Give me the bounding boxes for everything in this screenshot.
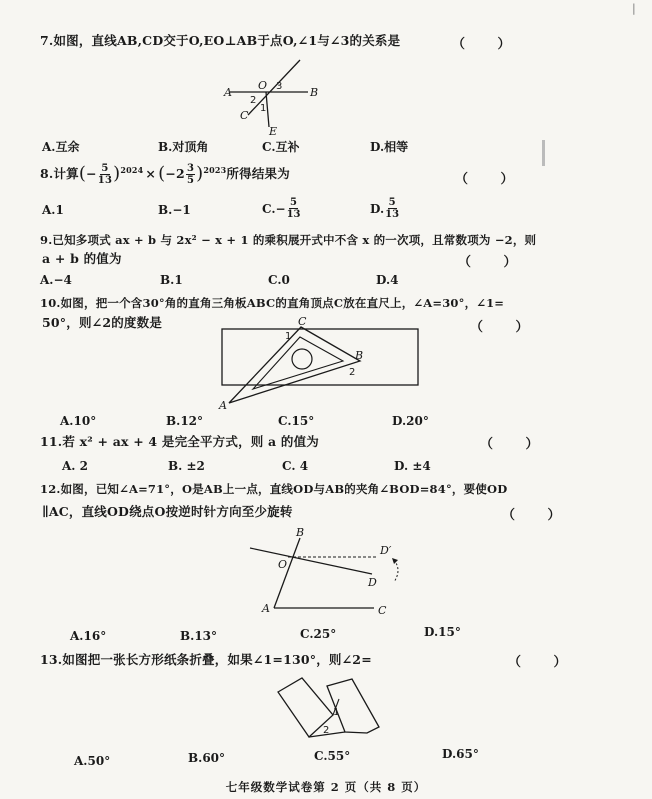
q9-line2: a + b 的值为: [42, 251, 122, 266]
q13-option-b[interactable]: B.60°: [188, 751, 226, 765]
q8-mixed-whole: 2: [176, 166, 185, 181]
q7-option-d[interactable]: D.相等: [370, 140, 409, 154]
q10-line2: 50°，则∠2的度数是: [42, 315, 163, 330]
q13-figure: [275, 675, 385, 745]
q11-text: 11.若 x² + ax + 4 是完全平方式，则 a 的值为: [40, 434, 319, 449]
q8-text: 8.计算 ( − $\frac{5}{13}$ ) 2024 × ( − 2 $\frac{3}{5}$ ) 2023 所得结果为: [40, 160, 290, 188]
q10-angle-1: 1: [285, 331, 292, 342]
q8-exp1: 2024: [120, 165, 144, 175]
q7-label-b: B: [310, 86, 319, 99]
q12-option-d[interactable]: D.15°: [424, 625, 461, 639]
q12-line1: 12.如图，已知∠A=71°，O是AB上一点，直线OD与AB的夹角∠BOD=84°，要使OD: [40, 482, 508, 496]
q12-label-c: C: [378, 604, 387, 617]
q12-option-b[interactable]: B.13°: [180, 629, 218, 643]
q12-line2: ∥AC，直线OD绕点O按逆时针方向至少旋转: [42, 504, 293, 519]
q13-text: 13.如图把一张长方形纸条折叠，如果∠1=130°，则∠2=: [40, 652, 372, 667]
q8-frac2: $\frac{3}{5}$: [186, 162, 195, 186]
q12-label-b: B: [296, 526, 305, 539]
q8-option-b[interactable]: B.−1: [158, 203, 191, 217]
q12-option-a[interactable]: A.16°: [70, 629, 107, 643]
q8-option-d[interactable]: D. $\frac{5}{13}$: [370, 197, 400, 220]
q12-figure: [248, 526, 408, 620]
q10-option-d[interactable]: D.20°: [392, 414, 429, 428]
q13-option-d[interactable]: D.65°: [442, 747, 479, 761]
q9-option-d[interactable]: D.4: [376, 273, 399, 287]
q10-label-b: B: [355, 349, 364, 362]
q9-line1: 9.已知多项式 ax + b 与 2x² − x + 1 的乘积展开式中不含 x 的一次项，且常数项为 −2，则: [40, 233, 537, 247]
q8-option-c[interactable]: C.− $\frac{5}{13}$: [262, 197, 301, 220]
q13-option-a[interactable]: A.50°: [74, 754, 111, 768]
q10-option-a[interactable]: A.10°: [60, 414, 97, 428]
q9-answer-paren[interactable]: （ ）: [458, 255, 531, 270]
q7-label-o: O: [258, 79, 268, 92]
q7-answer-paren[interactable]: （ ）: [452, 37, 525, 52]
q9-option-b[interactable]: B.1: [160, 273, 183, 287]
q13-angle-1: 1: [333, 707, 340, 718]
q11-option-b[interactable]: B. ±2: [168, 459, 205, 473]
q11-answer-paren[interactable]: （ ）: [480, 437, 553, 452]
q7-label-a: A: [224, 86, 232, 99]
q7-option-c[interactable]: C.互补: [262, 140, 300, 154]
q13-angle-2: 2: [323, 725, 330, 736]
q8-suffix: 所得结果为: [226, 166, 290, 181]
q12-label-d: D: [368, 576, 377, 589]
q13-answer-paren[interactable]: （ ）: [508, 655, 581, 670]
q10-option-b[interactable]: B.12°: [166, 414, 204, 428]
q9-option-c[interactable]: C.0: [268, 273, 290, 287]
q10-label-a: A: [219, 399, 227, 412]
q12-answer-paren[interactable]: （ ）: [502, 508, 575, 523]
q12-option-c[interactable]: C.25°: [300, 627, 337, 641]
q8-option-a[interactable]: A.1: [42, 203, 64, 217]
q11-option-d[interactable]: D. ±4: [394, 459, 431, 473]
q11-option-c[interactable]: C. 4: [282, 459, 309, 473]
q12-label-o: O: [278, 558, 288, 571]
q7-figure: [222, 55, 322, 138]
q7-angle-1: 1: [260, 103, 267, 114]
q8-exp2: 2023: [203, 165, 227, 175]
corner-mark: |: [632, 2, 636, 15]
q10-label-c: C: [298, 315, 307, 328]
q10-option-c[interactable]: C.15°: [278, 414, 315, 428]
q7-text: 7.如图，直线AB,CD交于O,EO⊥AB于点O,∠1与∠3的关系是: [40, 33, 401, 48]
q8-prefix: 8.计算: [40, 166, 79, 181]
q7-angle-3: 3: [276, 81, 283, 92]
q10-angle-2: 2: [349, 367, 356, 378]
q8-frac1: $\frac{5}{13}$: [97, 162, 113, 186]
q7-label-c: C: [240, 109, 249, 122]
q10-answer-paren[interactable]: （ ）: [470, 320, 543, 335]
q12-label-dprime: D′: [380, 544, 392, 557]
scan-mark: [542, 140, 545, 166]
q8-answer-paren[interactable]: （ ）: [455, 172, 528, 187]
q12-label-a: A: [262, 602, 270, 615]
q7-option-b[interactable]: B.对顶角: [158, 140, 209, 154]
q9-option-a[interactable]: A.−4: [40, 273, 72, 287]
q7-angle-2: 2: [250, 95, 257, 106]
page-footer: 七年级数学试卷第 2 页（共 8 页）: [225, 780, 427, 794]
q7-option-a[interactable]: A.互余: [42, 140, 80, 154]
q13-option-c[interactable]: C.55°: [314, 749, 351, 763]
q11-option-a[interactable]: A. 2: [62, 459, 89, 473]
q10-line1: 10.如图，把一个含30°角的直角三角板ABC的直角顶点C放在直尺上，∠A=30°，∠1=: [40, 296, 505, 310]
q10-figure: [215, 315, 425, 410]
q7-label-e: E: [269, 125, 278, 138]
